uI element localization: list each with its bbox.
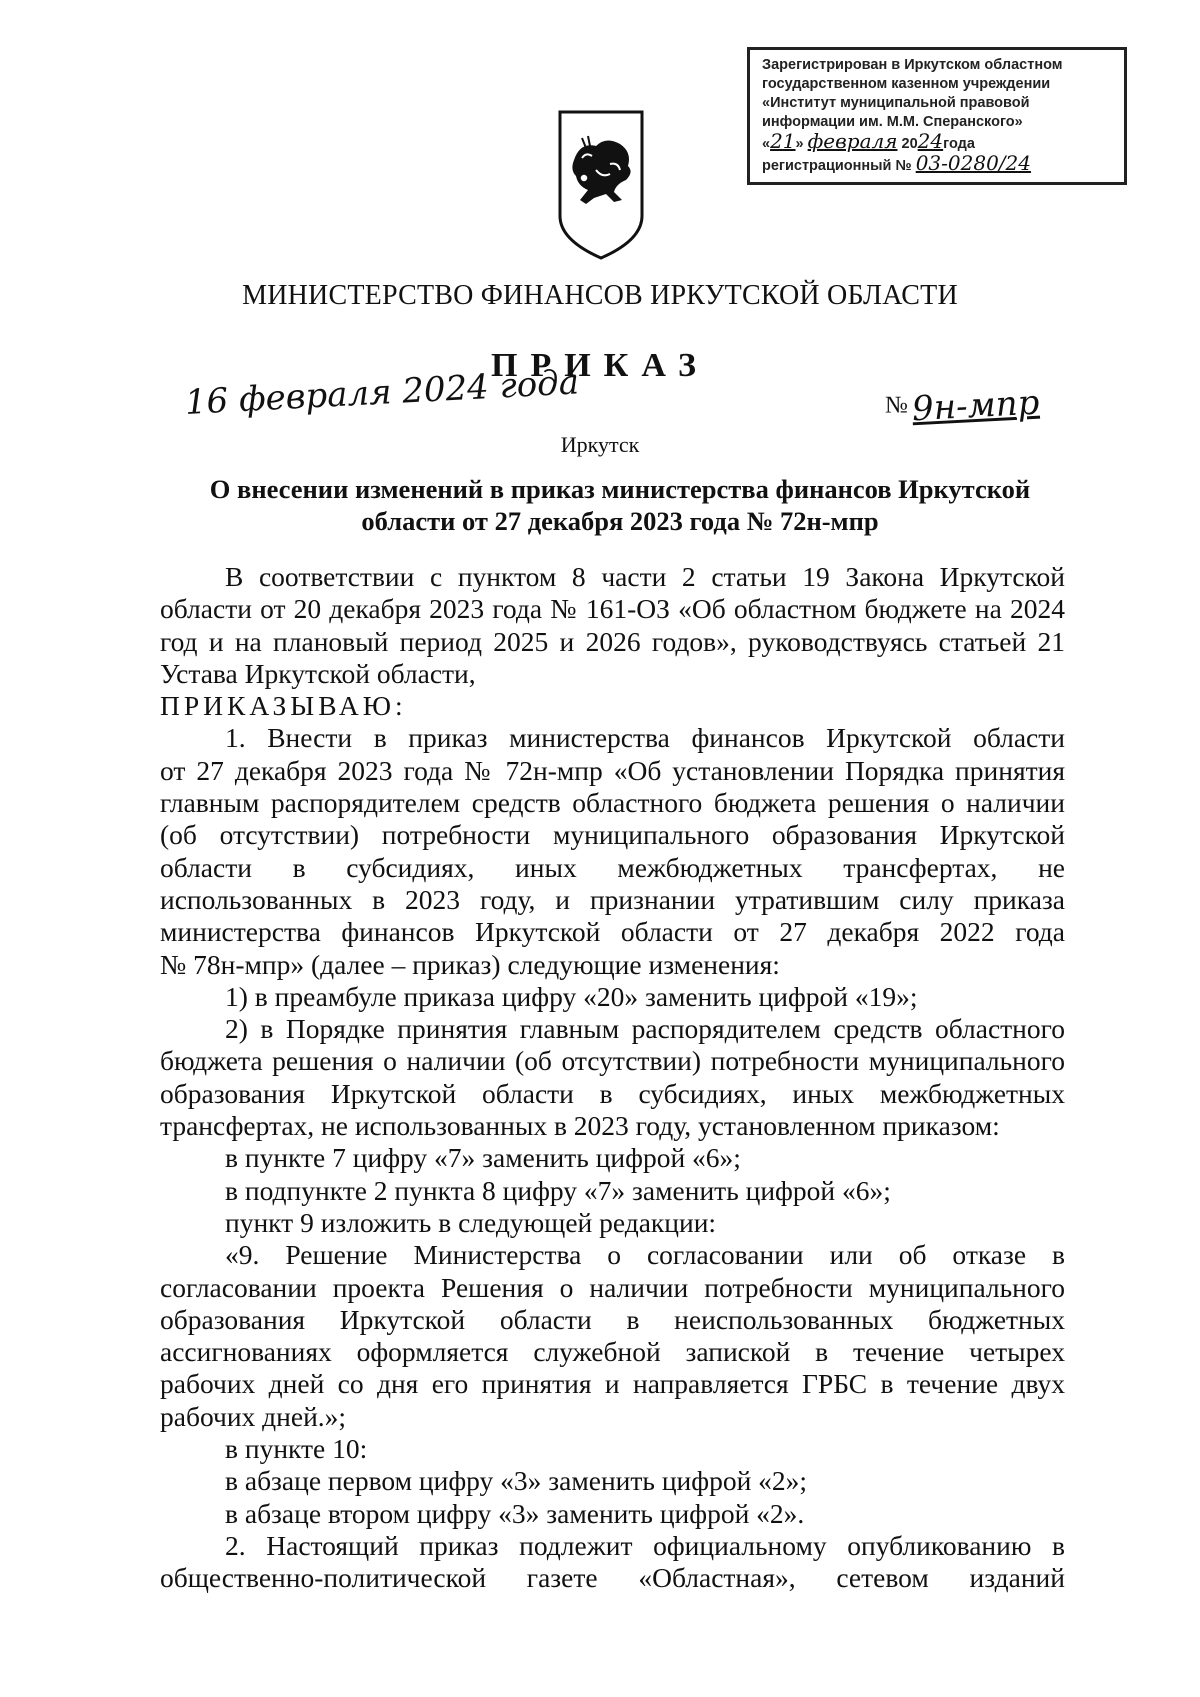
body-line: общественно-политической газете «Областная», сетевом изданий	[160, 1562, 1065, 1594]
body-line: главным распорядителем средств областного бюджета решения о наличии	[160, 787, 1065, 819]
stamp-date-close-quote: »	[795, 136, 804, 152]
coat-of-arms-emblem	[556, 108, 646, 261]
body-line: трансфертах, не использованных в 2023 году, установленном приказом:	[160, 1110, 1000, 1142]
body-line: в подпункте 2 пункта 8 цифру «7» заменить цифрой «6»;	[225, 1174, 891, 1206]
body-line: образования Иркутской области в неиспользованных бюджетных	[160, 1303, 1065, 1335]
body-line: «9. Решение Министерства о согласовании или об отказе в	[225, 1239, 1065, 1271]
handwritten-order-number: 9н-мпр	[910, 382, 1041, 430]
body-line: в абзаце первом цифру «3» заменить цифрой «2»;	[225, 1465, 808, 1497]
body-line: образования Иркутской области в субсидиях, иных межбюджетных	[160, 1077, 1065, 1109]
body-line: использованных в 2023 году, и признании утратившим силу приказа	[160, 883, 1065, 915]
document-body	[160, 561, 1065, 1595]
body-line: в пункте 7 цифру «7» заменить цифрой «6»;	[225, 1142, 741, 1174]
stamp-date-year-prefix: 20	[901, 136, 918, 152]
body-line: министерства финансов Иркутской области от 27 декабря 2022 года	[160, 916, 1065, 948]
body-line: от 27 декабря 2023 года № 72н-мпр «Об установлении Порядка принятия	[160, 754, 1065, 786]
body-line: 2. Настоящий приказ подлежит официальному опубликованию в	[225, 1529, 1065, 1561]
stamp-line: Зарегистрирован в Иркутском областном	[762, 57, 1063, 73]
stamp-date-day: 21	[770, 129, 796, 153]
registration-stamp	[747, 47, 1127, 185]
order-number	[885, 382, 1041, 430]
order-title: ПРИКАЗ	[491, 347, 709, 384]
stamp-date-open-quote: «	[762, 136, 771, 152]
stamp-date-month: февраля	[807, 129, 898, 153]
body-line: ассигнованиях оформляется служебной запиской в течение четырех	[160, 1336, 1065, 1368]
order-number-label: №	[885, 392, 908, 419]
stamp-reg-line	[762, 151, 1116, 176]
body-line: В соответствии с пунктом 8 части 2 статьи 19 Закона Иркутской	[225, 561, 1065, 592]
city-name: Иркутск	[560, 432, 640, 457]
body-line: рабочих дней.»;	[160, 1400, 347, 1432]
body-line: рабочих дней со дня его принятия и направляется ГРБС в течение двух	[160, 1368, 1065, 1400]
body-line: согласовании проекта Решения о наличии потребности муниципального	[160, 1271, 1065, 1303]
stamp-reg-number: 03-0280/24	[915, 151, 1031, 175]
stamp-line: государственном казенном учреждении	[762, 76, 1051, 92]
body-line-order-word: ПРИКАЗЫВАЮ:	[160, 690, 407, 722]
stamp-line: «Институт муниципальной правовой	[762, 95, 1030, 111]
ministry-name: МИНИСТЕРСТВО ФИНАНСОВ ИРКУТСКОЙ ОБЛАСТИ	[242, 280, 958, 311]
body-line: Устава Иркутской области,	[160, 657, 476, 689]
body-line: 1) в преамбуле приказа цифру «20» заменить цифрой «19»;	[225, 980, 918, 1012]
stamp-line: информации им. М.М. Сперанского»	[762, 114, 1023, 130]
body-line: (об отсутствии) потребности муниципального образования Иркутской	[160, 819, 1065, 851]
body-line: в пункте 10:	[225, 1433, 368, 1465]
body-line: год и на плановый период 2025 и 2026 годов», руководствуясь статьей 21	[160, 625, 1065, 657]
body-line: пункт 9 изложить в следующей редакции:	[225, 1206, 717, 1238]
stamp-reg-label: регистрационный №	[762, 158, 912, 174]
handwritten-order-date: 16 февраля 2024 года	[183, 362, 580, 423]
body-line: бюджета решения о наличии (об отсутствии) потребности муниципального	[160, 1045, 1065, 1077]
body-line: № 78н-мпр» (далее – приказ) следующие изменения:	[160, 948, 780, 980]
stamp-date-year-suffix: 24	[917, 129, 944, 153]
body-line: области в субсидиях, иных межбюджетных трансфертах, не	[160, 851, 1065, 883]
document-heading	[170, 473, 1070, 537]
heading-line: О внесении изменений в приказ министерства финансов Иркутской	[209, 474, 1031, 504]
body-line: 1. Внести в приказ министерства финансов Иркутской области	[225, 722, 1065, 754]
heading-line: области от 27 декабря 2023 года № 72н-мпр	[361, 506, 879, 536]
body-line: 2) в Порядке принятия главным распорядителем средств областного	[225, 1013, 1065, 1045]
body-line: в абзаце втором цифру «3» заменить цифрой «2».	[225, 1497, 805, 1529]
body-line: области от 20 декабря 2023 года № 161-ОЗ «Об областном бюджете на 2024	[160, 593, 1065, 625]
stamp-date-year-word: года	[943, 136, 975, 152]
